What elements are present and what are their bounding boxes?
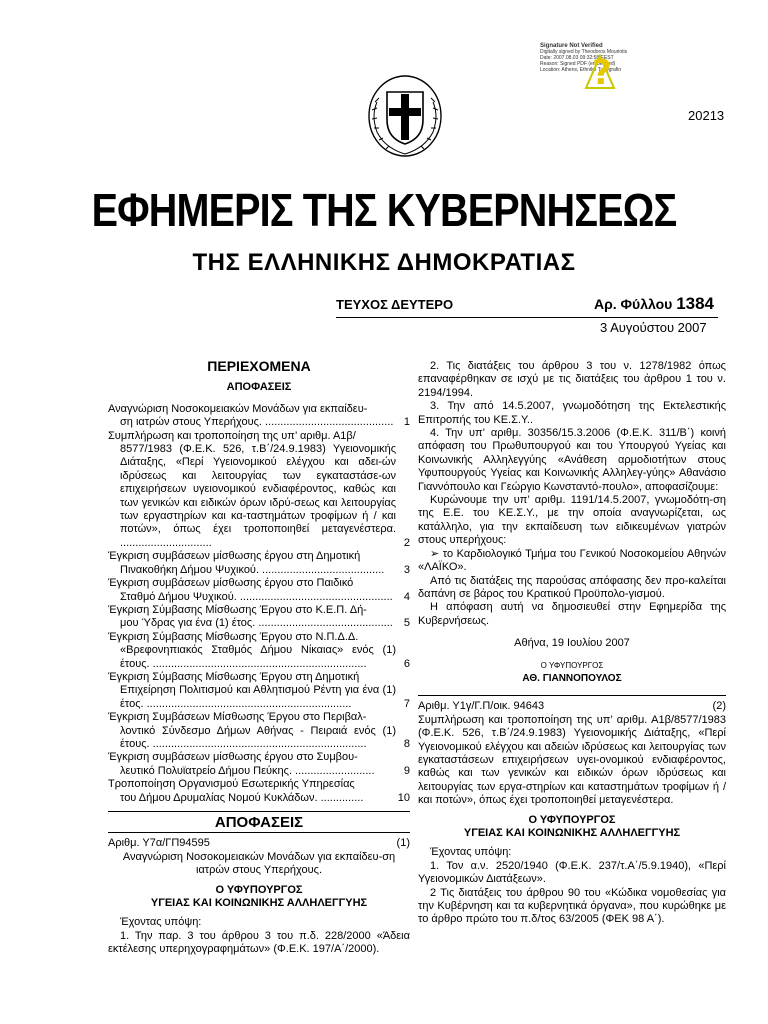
toc-item [108, 430, 410, 551]
ministry-name-2: ΥΓΕΙΑΣ ΚΑΙ ΚΟΙΝΩΝΙΚΗΣ ΑΛΛΗΛΕΓΓΥΗΣ [463, 827, 681, 839]
toc-item-number: 10 [397, 791, 410, 804]
sheet-number-value: 1384 [676, 294, 715, 313]
decision-1-item-1: 1. Την παρ. 3 του άρθρου 3 του π.δ. 228/2000 «Άδεια εκτέλεσης υπερηχογραφημάτων» (Φ.Ε.Κ. 197/Α΄/2000). [108, 929, 410, 956]
toc-item-text [108, 604, 396, 631]
toc-item-text [108, 751, 396, 778]
toc-item-first-line: Τροποποίηση Οργανισμού Εσωτερικής Υπηρεσίας [108, 778, 355, 791]
signatory-role: Ο ΥΦΥΠΟΥΡΓΟΣ [540, 660, 604, 670]
signatory-name: ΑΘ. ΓΙΑΝΝΟΠΟΥΛΟΣ [522, 672, 622, 684]
toc-item [108, 604, 410, 631]
header-rule [336, 317, 718, 318]
toc-item-number: 7 [403, 697, 410, 710]
decision-1-header [108, 837, 410, 850]
greek-coat-of-arms-emblem [365, 72, 445, 158]
decision-2-ref: Αριθμ. Υ1γ/Γ.Π/οικ. 94643 [418, 700, 545, 713]
toc-item-first-line: Έγκριση Σύμβασης Μίσθωσης Έργου στο Ν.Π.Δ.Δ. [108, 630, 359, 643]
toc-item-number: 6 [403, 657, 410, 670]
decision-2-item-2: 2 Τις διατάξεις του άρθρου 90 του «Κώδικα νομοθεσίας για την Κυβέρνηση και τα κυβερνητικά όργανα», που κυρώθηκε με το άρθρο πρώτο του π.δ/τος 63/2005 (ΦΕΚ 98 Α΄). [418, 886, 726, 926]
considering-label-2: Έχοντας υπόψη: [430, 846, 512, 859]
decision-2-item-1: 1. Τον α.ν. 2520/1940 (Φ.Ε.Κ. 237/τ.Α΄/5.9.1940), «Περί Υγειονομικών Διατάξεων». [418, 859, 726, 886]
toc-item-continuation: Σταθμό Δήμου Ψυχικού. .................................................. [120, 590, 393, 603]
signature-details: Digitally signed by Theodoros Mouriotis Date: 2007.08.03 09:32:58 EEST Reason: Signed PDF (embedded) Location: Athens, Ethniko Typografio [540, 49, 628, 73]
issue-date: 3 Αυγούστου 2007 [600, 320, 707, 335]
toc-item-continuation: μου Ύδρας για ένα (1) έτος. ............................................ [120, 617, 393, 630]
toc-item-first-line: Αναγνώριση Νοσοκομειακών Μονάδων για εκπαίδευ- [108, 402, 368, 415]
decision-2-header [418, 700, 726, 713]
toc-item-first-line: Έγκριση Συμβάσεων Μίσθωσης Έργου στο Περιβαλ- [108, 711, 367, 724]
toc-item-text [108, 430, 396, 551]
considering-label-1: Έχοντας υπόψη: [120, 916, 202, 929]
toc-item-text [108, 671, 396, 711]
toc-item [108, 671, 410, 711]
decision-1-ref: Αριθμ. Υ7α/ΓΠ94595 [108, 837, 210, 850]
toc-item-continuation: Πινακοθήκη Δήμου Ψυχικού. ........................................ [120, 563, 385, 576]
toc-item-text [108, 403, 396, 430]
toc-item-number: 3 [403, 563, 410, 576]
right-paragraph-5: ➢ το Καρδιολογικό Τμήμα του Γενικού Νοσοκομείου Αθηνών «ΛΑΪΚΟ». [418, 547, 726, 574]
gazette-title: ΕΦΗΜΕΡΙΣ ΤΗΣ ΚΥΒΕΡΝΗΣΕΩΣ [91, 184, 677, 236]
toc-item-first-line: Έγκριση Σύμβασης Μίσθωσης Έργου στο Κ.Ε.Π. Δή- [108, 603, 367, 616]
toc-item-number: 5 [403, 617, 410, 630]
toc-item [108, 550, 410, 577]
section-divider [418, 695, 726, 696]
decisions-title: ΑΠΟΦΑΣΕΙΣ [108, 811, 410, 833]
issue-label: ΤΕΥΧΟΣ ΔΕΥΤΕΡΟ [336, 297, 454, 312]
toc-item-first-line: Συμπλήρωση και τροποποίηση της υπ’ αριθμ. Α1β/ [108, 429, 356, 442]
contents-decisions-subtitle: ΑΠΟΦΑΣΕΙΣ [226, 381, 292, 394]
decision-1-num: (1) [396, 837, 410, 850]
decision-1-title: Αναγνώριση Νοσοκομειακών Μονάδων για εκπαίδευ-ση ιατρών στους Υπερήχους. [122, 850, 396, 877]
right-column [418, 360, 726, 927]
left-column [108, 360, 410, 957]
signature-status: Signature Not Verified [540, 43, 603, 49]
toc-item-first-line: Έγκριση συμβάσεων μίσθωσης έργου στη Δημοτική [108, 550, 361, 563]
sheet-label: Αρ. Φύλλου [594, 296, 673, 312]
page-number: 20213 [688, 108, 725, 123]
place-date: Αθήνα, 19 Ιουλίου 2007 [514, 637, 630, 650]
contents-title: ΠΕΡΙΕΧΟΜΕΝΑ [207, 358, 311, 374]
toc-item [108, 711, 410, 751]
minister-title-2: Ο ΥΦΥΠΟΥΡΓΟΣ [528, 813, 616, 826]
toc-item [108, 751, 410, 778]
right-paragraph-7: Η απόφαση αυτή να δημοσιευθεί στην Εφημερίδα της Κυβερνήσεως. [418, 601, 726, 627]
toc-item-text [108, 778, 396, 805]
minister-title-1: Ο ΥΦΥΠΟΥΡΓΟΣ [215, 883, 303, 896]
toc-item-continuation: του Δήμου Δρυμαλίας Νομού Κυκλάδων. .............. [120, 791, 364, 804]
sheet-number [594, 294, 714, 314]
right-paragraph-2: 3. Την από 14.5.2007, γνωμοδότηση της Εκτελεστικής Επιτροπής του ΚΕ.Σ.Υ.. [418, 400, 726, 426]
toc-item-continuation: λοντικό Σύνδεσμο Δήμων Αθήνας - Πειραιά ενός (1) έτους. ...................................................................... [120, 724, 396, 750]
right-paragraph-3: 4. Την υπ’ αριθμ. 30356/15.3.2006 (Φ.Ε.Κ. 311/Β΄) κοινή απόφαση του Πρωθυπουργού και του Υπουργού Υγείας και Κοινωνικής Αλληλεγγύης «Ανάθεση αρμοδιοτήτων στους Υφυπουργούς Υγείας και Κοινωνικής Αλληλεγ-γύης» Αθανάσιο Γιαννόπουλο και Γεώργιο Κωνσταντό-πουλο», αποφασίζουμε: [418, 427, 726, 493]
toc-item-number: 4 [403, 590, 410, 603]
toc-item [108, 631, 410, 671]
toc-item-continuation: λευτικό Πολυϊατρείο Δήμου Πεύκης. .......................... [120, 764, 375, 777]
right-paragraph-6: Από τις διατάξεις της παρούσας απόφασης δεν προ-καλείται δαπάνη σε βάρος του Κρατικού Προϋπολο-γισμού. [418, 574, 726, 600]
svg-text:?: ? [592, 53, 612, 93]
table-of-contents [108, 403, 410, 805]
toc-item-text [108, 631, 396, 671]
decision-2-num: (2) [712, 700, 726, 713]
toc-item-number: 8 [403, 737, 410, 750]
toc-item [108, 403, 410, 430]
toc-item-first-line: Έγκριση συμβάσεων μίσθωσης έργου στο Συμβου- [108, 751, 358, 764]
toc-item-number: 2 [403, 536, 410, 549]
toc-item-text [108, 711, 396, 751]
toc-item-number: 1 [403, 416, 410, 429]
right-paragraph-4: Κυρώνουμε την υπ’ αριθμ. 1191/14.5.2007, γνωμοδότη-ση της Ε.Ε. του ΚΕ.Σ.Υ., με την οποία αναγνωρίζεται, ως κατάλληλο, για την εκπαίδευση των ειδικευμένων γιατρών στους υπερήχους: [418, 494, 726, 547]
toc-item-continuation: ση ιατρών στους Υπερήχους. .......................................... [120, 416, 394, 429]
toc-item [108, 778, 410, 805]
toc-item [108, 577, 410, 604]
right-paragraph-1: 2. Τις διατάξεις του άρθρου 3 του ν. 1278/1982 όπως επαναφέρθηκαν σε ισχύ με τις διατάξεις του άρθρου 1 του ν. 2194/1994. [418, 360, 726, 399]
ministry-name-1: ΥΓΕΙΑΣ ΚΑΙ ΚΟΙΝΩΝΙΚΗΣ ΑΛΛΗΛΕΓΓΥΗΣ [150, 897, 368, 910]
toc-item-first-line: Έγκριση συμβάσεων μίσθωσης έργου στο Παιδικό [108, 577, 354, 590]
toc-item-continuation: Επιχείρηση Πολιτισμού και Αθλητισμού Ρέντη για ένα (1) έτος. ................................................................... [120, 684, 396, 710]
toc-item-continuation: «Βρεφονηπιακός Σταθμός Δήμου Νίκαιας» ενός (1) έτους. ...................................................................... [120, 644, 396, 670]
question-mark-icon [578, 48, 622, 98]
toc-item-number: 9 [403, 764, 410, 777]
decision-2-title: Συμπλήρωση και τροποποίηση της υπ’ αριθμ. Α1β/8577/1983 (Φ.Ε.Κ. 526, τ.Β΄/24.9.1983) Υγειονομικής Διάταξης, «Περί Υγειονομικού ελέγχου και αδειών ιδρύσεως και λειτουργίας των εγκαταστάσεων επιχειρήσεων υγει-ονομικού ενδιαφέροντος, καθώς και των γενικών και ειδικών όρων ιδρύσεως και λειτουργίας των εργα-στηρίων και καταστημάτων τροφίμων ή / και ποτών», όπως έχει τροποποιηθεί μεταγενέστερα. [418, 713, 726, 807]
gazette-subtitle: ΤΗΣ ΕΛΛΗΝΙΚΗΣ ΔΗΜΟΚΡΑΤΙΑΣ [192, 249, 576, 276]
toc-item-text [108, 577, 396, 604]
toc-item-text [108, 550, 396, 577]
toc-item-first-line: Έγκριση Σύμβασης Μίσθωσης Έργου στη Δημοτική [108, 670, 360, 683]
toc-item-continuation: 8577/1983 (Φ.Ε.Κ. 526, τ.Β΄/24.9.1983) Υγειονομικής Διάταξης, «Περί Υγειονομικού ελέγχου και αδει-ών ιδρύσεως και λειτουργίας των εγκαταστάσε-ων επιχειρήσεων υγειονομικού ενδιαφέροντος, καθώς και των γενικών και ειδικών όρων ιδρύ-σεως και λειτουργίας των εργαστηρίων και κα-ταστημάτων τροφίμων ή / και ποτών», όπως έχει τροποποιηθεί μεταγενέστερα. .............................. [120, 443, 396, 549]
